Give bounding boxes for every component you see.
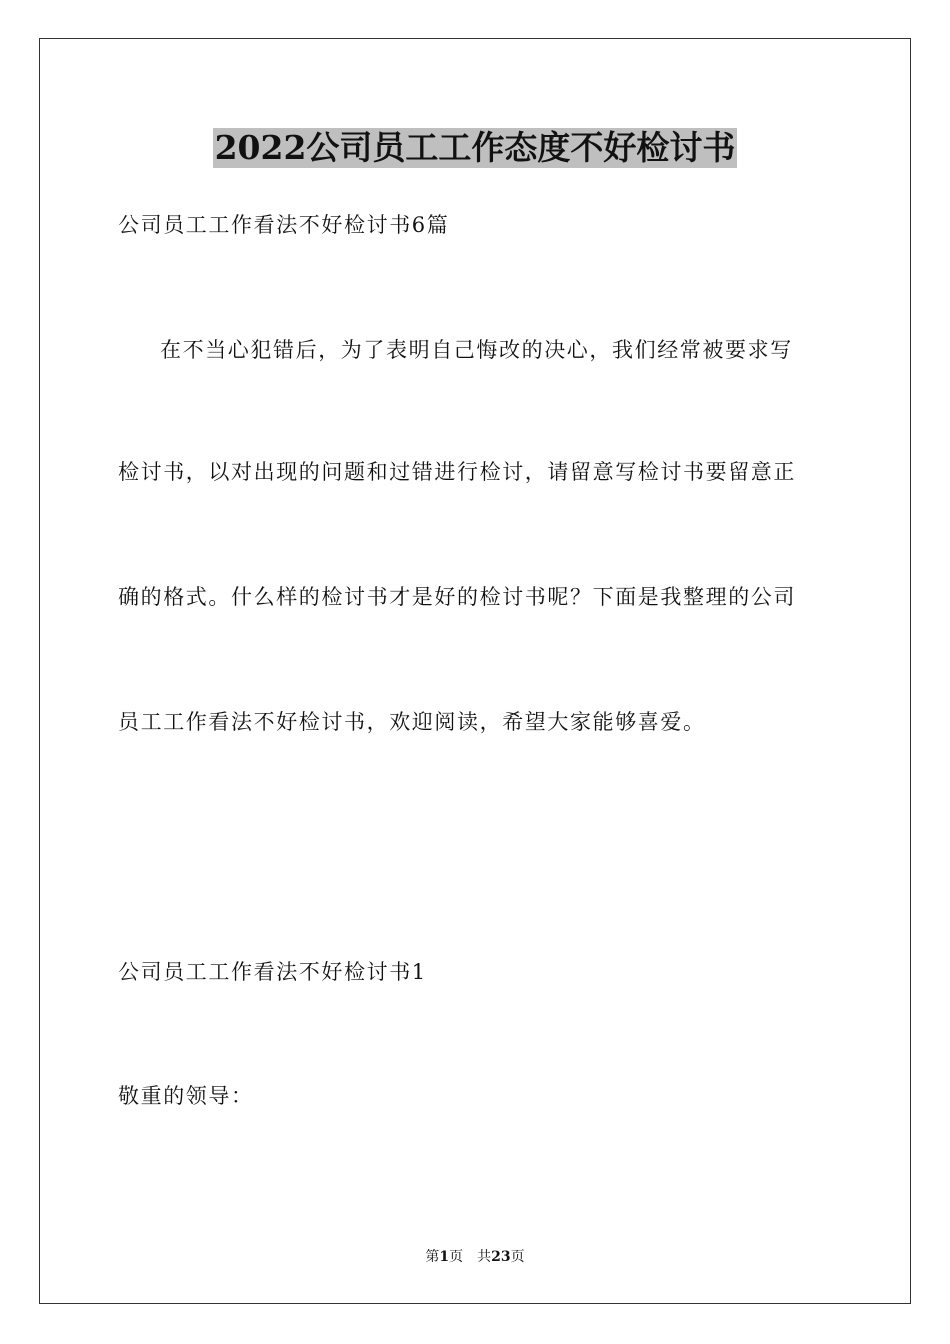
title-container <box>0 128 950 168</box>
document-title: 2022公司员工工作态度不好检讨书 <box>214 128 736 167</box>
section-heading: 公司员工工作看法不好检讨书1 <box>118 960 427 984</box>
footer-page-mid: 页 共 <box>449 1249 492 1265</box>
intro-line-1: 在不当心犯错后，为了表明自己悔改的决心，我们经常被要求写 <box>160 338 793 362</box>
footer-total-pages: 23 <box>491 1249 511 1265</box>
document-subtitle: 公司员工工作看法不好检讨书6篇 <box>118 213 450 237</box>
salutation: 敬重的领导： <box>118 1084 254 1108</box>
intro-line-4: 员工工作看法不好检讨书，欢迎阅读，希望大家能够喜爱。 <box>118 710 706 734</box>
page-footer <box>0 1248 950 1266</box>
intro-line-2: 检讨书，以对出现的问题和过错进行检讨，请留意写检讨书要留意正 <box>118 460 796 484</box>
intro-line-3: 确的格式。什么样的检讨书才是好的检讨书呢？下面是我整理的公司 <box>118 585 796 609</box>
footer-page-suffix: 页 <box>510 1249 525 1265</box>
footer-page-prefix: 第 <box>425 1249 440 1265</box>
footer-page-number: 1 <box>439 1249 450 1265</box>
